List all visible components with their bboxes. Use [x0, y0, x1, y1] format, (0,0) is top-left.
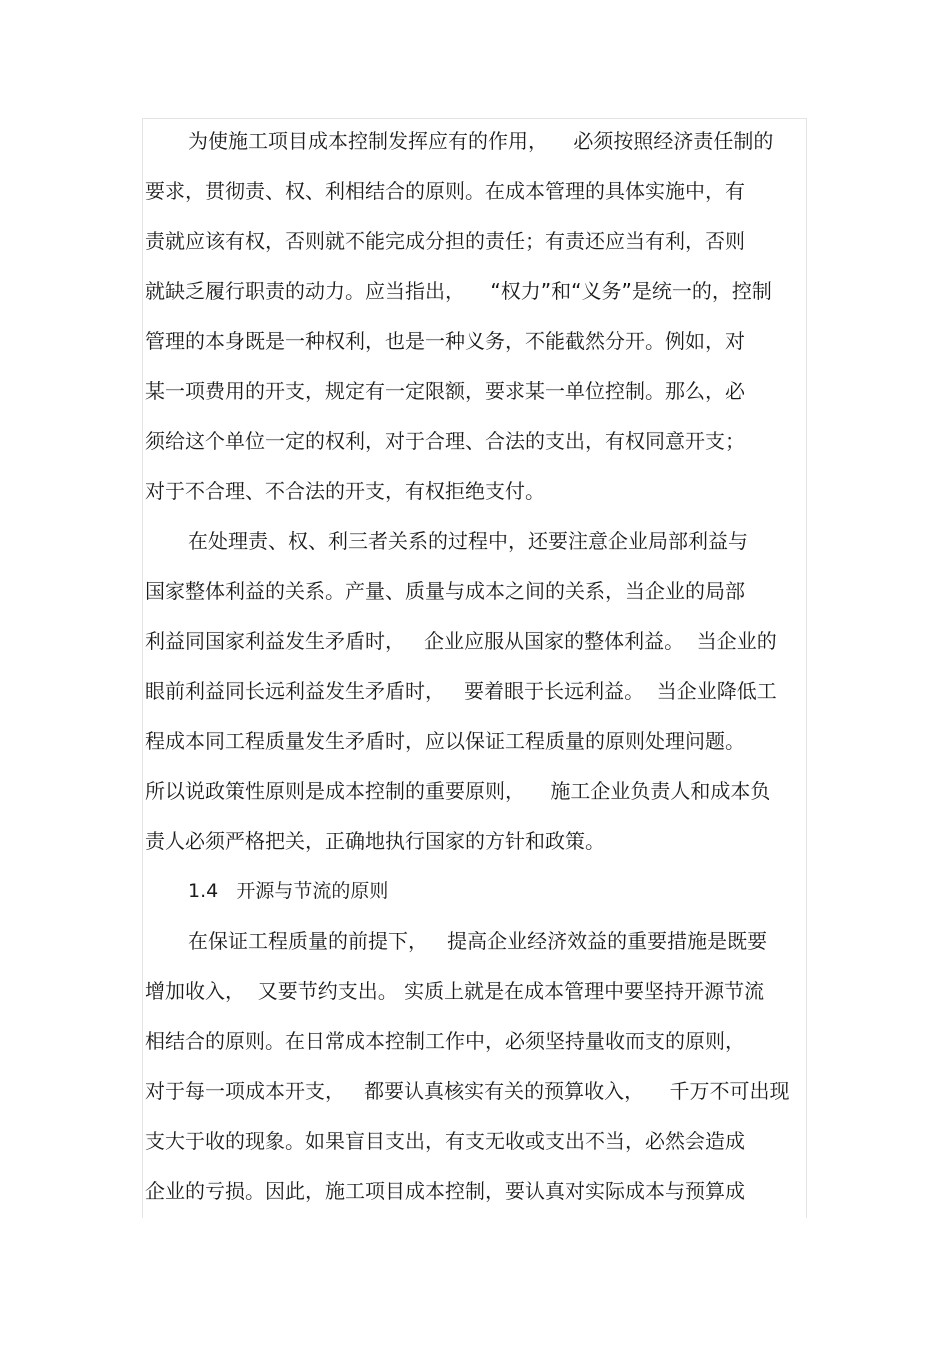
paragraph-2-line-3: 利益同国家利益发生矛盾时， 企业应服从国家的整体利益。 当企业的	[145, 629, 777, 653]
paragraph-3-line-3: 相结合的原则。在日常成本控制工作中，必须坚持量收而支的原则，	[145, 1029, 745, 1053]
paragraph-1-line-5: 管理的本身既是一种权利，也是一种义务，不能截然分开。例如，对	[145, 329, 745, 353]
paragraph-3-line-6: 企业的亏损。因此，施工项目成本控制，要认真对实际成本与预算成	[145, 1179, 745, 1203]
paragraph-1-line-6: 某一项费用的开支，规定有一定限额，要求某一单位控制。那么，必	[145, 379, 745, 403]
paragraph-1-line-2: 要求，贯彻责、权、利相结合的原则。在成本管理的具体实施中，有	[145, 179, 745, 203]
paragraph-1-line-8: 对于不合理、不合法的开支，有权拒绝支付。	[145, 479, 545, 503]
paragraph-1-line-1: 为使施工项目成本控制发挥应有的作用， 必须按照经济责任制的	[188, 129, 774, 153]
paragraph-3-line-2: 增加收入， 又要节约支出。 实质上就是在成本管理中要坚持开源节流	[145, 979, 765, 1003]
paragraph-3-line-1: 在保证工程质量的前提下， 提高企业经济效益的重要措施是既要	[188, 929, 768, 953]
paragraph-2-line-4: 眼前利益同长远利益发生矛盾时， 要着眼于长远利益。 当企业降低工	[145, 679, 777, 703]
paragraph-3-line-5: 支大于收的现象。如果盲目支出，有支无收或支出不当，必然会造成	[145, 1129, 745, 1153]
paragraph-1-line-3: 责就应该有权，否则就不能完成分担的责任；有责还应当有利，否则	[145, 229, 745, 253]
paragraph-1-line-7: 须给这个单位一定的权利，对于合理、合法的支出，有权同意开支；	[145, 429, 745, 453]
paragraph-1-line-4: 就缺乏履行职责的动力。应当指出， “权力”和“义务”是统一的，控制	[145, 279, 772, 303]
paragraph-3-line-4: 对于每一项成本开支， 都要认真核实有关的预算收入， 千万不可出现	[145, 1079, 790, 1103]
paragraph-2-line-2: 国家整体利益的关系。产量、质量与成本之间的关系，当企业的局部	[145, 579, 745, 603]
paragraph-2-line-7: 责人必须严格把关，正确地执行国家的方针和政策。	[145, 829, 605, 853]
paragraph-2-line-5: 程成本同工程质量发生矛盾时，应以保证工程质量的原则处理问题。	[145, 729, 745, 753]
section-heading: 1.4 开源与节流的原则	[188, 880, 389, 902]
paragraph-2-line-1: 在处理责、权、利三者关系的过程中，还要注意企业局部利益与	[188, 529, 748, 553]
paragraph-2-line-6: 所以说政策性原则是成本控制的重要原则， 施工企业负责人和成本负	[145, 779, 771, 803]
